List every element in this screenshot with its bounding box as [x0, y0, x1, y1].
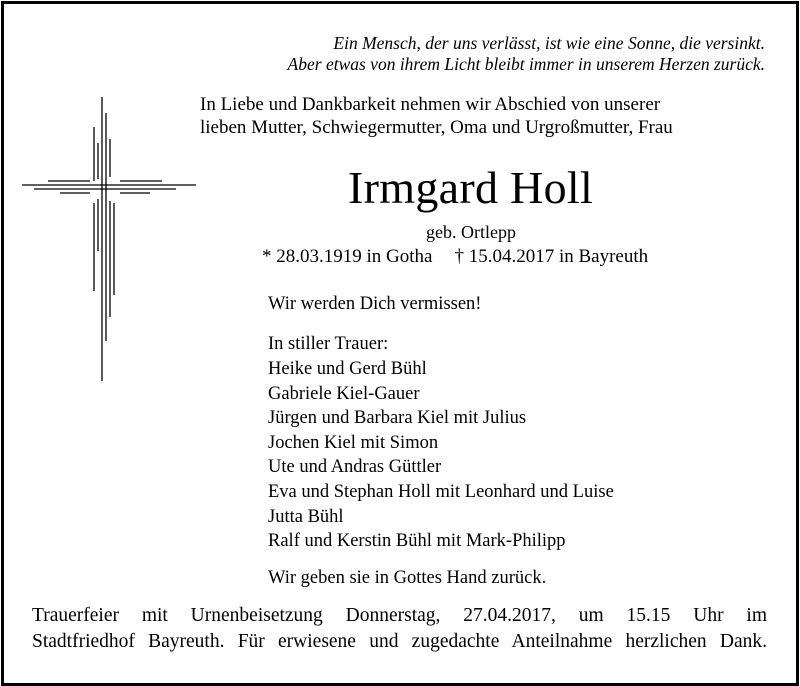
- mourners-heading: In stiller Trauer:: [268, 334, 389, 354]
- closing-line: Wir geben sie in Gottes Hand zurück.: [268, 568, 547, 588]
- birth-name: geb. Ortlepp: [426, 222, 516, 242]
- list-item: Eva und Stephan Holl mit Leonhard und Luise: [268, 481, 614, 502]
- footer-text: [32, 603, 767, 655]
- footer-line-1: Trauerfeier mit Urnenbeisetzung Donnerstag, 27.04.2017, um 15.15 Uhr im: [32, 605, 767, 626]
- intro-text: [200, 93, 673, 139]
- intro-line-2: lieben Mutter, Schwiegermutter, Oma und Urgroßmutter, Frau: [200, 117, 673, 138]
- list-item: Jochen Kiel mit Simon: [268, 432, 439, 453]
- message: Wir werden Dich vermissen!: [268, 294, 482, 314]
- list-item: Gabriele Kiel-Gauer: [268, 383, 420, 404]
- motto-line-2: Aber etwas von ihrem Licht bleibt immer in unserem Herzen zurück.: [287, 54, 765, 74]
- mourners-list: [268, 357, 614, 554]
- list-item: Ralf und Kerstin Bühl mit Mark-Philipp: [268, 531, 566, 552]
- list-item: Heike und Gerd Bühl: [268, 359, 427, 379]
- birth-date: * 28.03.1919 in Gotha: [262, 246, 433, 267]
- footer-line-2: Stadtfriedhof Bayreuth. Für erwiesene und zugedachte Anteilnahme herzlichen Dank.: [32, 631, 767, 652]
- motto-line-1: Ein Mensch, der uns verlässt, ist wie eine Sonne, die versinkt.: [333, 33, 765, 53]
- life-dates: [262, 246, 648, 268]
- death-date: † 15.04.2017 in Bayreuth: [454, 246, 649, 267]
- list-item: Jutta Bühl: [268, 506, 344, 527]
- list-item: Jürgen und Barbara Kiel mit Julius: [268, 408, 527, 429]
- deceased-name: Irmgard Holl: [348, 162, 594, 213]
- intro-line-1: In Liebe und Dankbarkeit nehmen wir Abschied von unserer: [200, 94, 661, 115]
- list-item: Ute und Andras Güttler: [268, 457, 442, 478]
- cross-icon: [20, 95, 200, 385]
